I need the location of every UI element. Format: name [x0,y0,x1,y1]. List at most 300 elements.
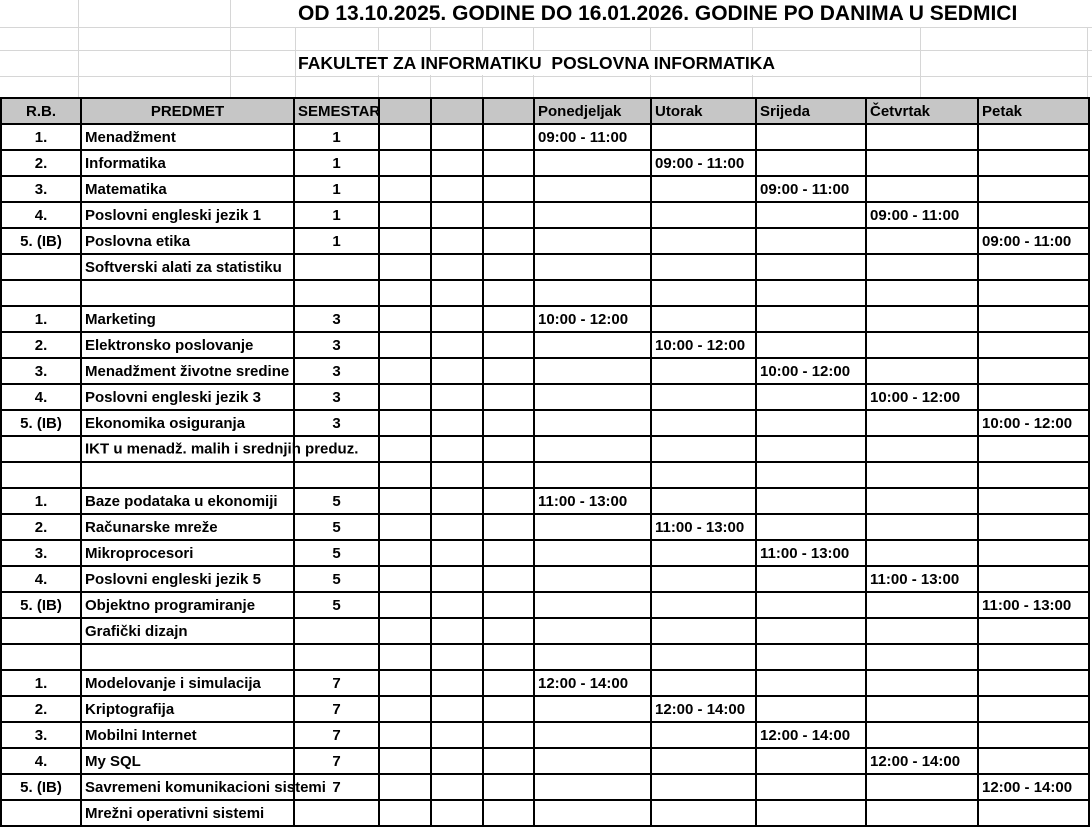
cell-petak[interactable]: 12:00 - 14:00 [978,774,1089,800]
cell-empty[interactable] [379,384,431,410]
cell-srijeda[interactable] [756,228,866,254]
cell-srijeda[interactable] [756,124,866,150]
cell-empty[interactable] [431,540,483,566]
cell-rb[interactable]: 2. [1,150,81,176]
cell-empty[interactable] [431,774,483,800]
cell-rb[interactable]: 5. (IB) [1,228,81,254]
cell-ponedjeljak[interactable] [534,150,651,176]
cell-empty[interactable] [431,618,483,644]
cell-utorak[interactable] [651,228,756,254]
cell-empty[interactable] [379,696,431,722]
cell-rb[interactable] [1,436,81,462]
cell-semestar[interactable] [294,254,379,280]
cell-petak[interactable] [978,566,1089,592]
cell-empty[interactable] [431,436,483,462]
cell-ponedjeljak[interactable] [534,592,651,618]
cell-empty[interactable] [431,592,483,618]
cell-srijeda[interactable] [756,254,866,280]
cell-rb[interactable]: 5. (IB) [1,592,81,618]
cell-ponedjeljak[interactable] [534,436,651,462]
cell-cetvrtak[interactable] [866,176,978,202]
cell-rb[interactable] [1,254,81,280]
cell-predmet[interactable]: Modelovanje i simulacija [81,670,294,696]
cell-empty[interactable] [431,150,483,176]
cell-rb[interactable]: 3. [1,540,81,566]
cell-empty[interactable] [379,488,431,514]
cell-predmet[interactable]: Ekonomika osiguranja [81,410,294,436]
cell-semestar[interactable]: 3 [294,332,379,358]
cell-petak[interactable] [978,436,1089,462]
cell-predmet[interactable]: Računarske mreže [81,514,294,540]
cell-srijeda[interactable] [756,696,866,722]
cell-empty[interactable] [483,540,534,566]
cell-empty[interactable] [483,800,534,826]
cell-empty[interactable] [431,228,483,254]
cell-predmet[interactable]: My SQL [81,748,294,774]
cell-rb[interactable]: 1. [1,488,81,514]
cell-ponedjeljak[interactable] [534,514,651,540]
cell-utorak[interactable] [651,410,756,436]
cell-predmet[interactable]: Kriptografija [81,696,294,722]
cell-srijeda[interactable]: 12:00 - 14:00 [756,722,866,748]
header-cell-empty[interactable] [379,98,431,124]
header-cell-srijeda[interactable]: Srijeda [756,98,866,124]
cell-petak[interactable] [978,514,1089,540]
cell-ponedjeljak[interactable] [534,774,651,800]
cell-empty[interactable] [483,644,534,670]
cell-utorak[interactable] [651,280,756,306]
cell-empty[interactable] [431,124,483,150]
cell-ponedjeljak[interactable] [534,540,651,566]
cell-semestar[interactable]: 3 [294,410,379,436]
cell-predmet[interactable]: Mrežni operativni sistemi [81,800,294,826]
cell-petak[interactable] [978,280,1089,306]
cell-predmet[interactable]: Poslovni engleski jezik 1 [81,202,294,228]
cell-predmet[interactable]: Poslovna etika [81,228,294,254]
cell-empty[interactable] [483,618,534,644]
cell-rb[interactable]: 4. [1,748,81,774]
cell-ponedjeljak[interactable] [534,644,651,670]
cell-empty[interactable] [483,124,534,150]
cell-rb[interactable]: 4. [1,202,81,228]
cell-predmet[interactable] [81,436,359,462]
cell-petak[interactable]: 10:00 - 12:00 [978,410,1089,436]
cell-rb[interactable]: 3. [1,358,81,384]
cell-empty[interactable] [379,566,431,592]
schedule-period-title[interactable]: OD 13.10.2025. GODINE DO 16.01.2026. GODINE PO DANIMA U SEDMICI [298,2,1018,25]
cell-rb[interactable] [1,462,81,488]
cell-predmet[interactable]: Baze podataka u ekonomiji [81,488,294,514]
cell-utorak[interactable] [651,306,756,332]
cell-rb[interactable]: 2. [1,332,81,358]
cell-utorak[interactable] [651,488,756,514]
cell-empty[interactable] [483,332,534,358]
cell-empty[interactable] [483,306,534,332]
cell-utorak[interactable] [651,566,756,592]
cell-petak[interactable] [978,358,1089,384]
cell-predmet[interactable]: Matematika [81,176,294,202]
cell-petak[interactable] [978,800,1089,826]
header-cell-petak[interactable]: Petak [978,98,1089,124]
cell-predmet[interactable]: Poslovni engleski jezik 3 [81,384,294,410]
cell-empty[interactable] [431,202,483,228]
cell-petak[interactable] [978,306,1089,332]
cell-utorak[interactable] [651,592,756,618]
cell-srijeda[interactable] [756,280,866,306]
cell-petak[interactable] [978,202,1089,228]
cell-cetvrtak[interactable] [866,410,978,436]
header-cell-empty[interactable] [483,98,534,124]
cell-empty[interactable] [379,332,431,358]
cell-empty[interactable] [431,254,483,280]
cell-empty[interactable] [431,176,483,202]
cell-semestar[interactable]: 7 [294,670,379,696]
cell-rb[interactable]: 5. (IB) [1,774,81,800]
cell-semestar[interactable] [294,800,379,826]
cell-petak[interactable]: 09:00 - 11:00 [978,228,1089,254]
cell-cetvrtak[interactable] [866,644,978,670]
cell-utorak[interactable] [651,670,756,696]
cell-srijeda[interactable]: 11:00 - 13:00 [756,540,866,566]
cell-predmet[interactable]: Menadžment životne sredine [81,358,294,384]
cell-empty[interactable] [379,748,431,774]
cell-empty[interactable] [431,488,483,514]
cell-petak[interactable] [978,722,1089,748]
cell-ponedjeljak[interactable] [534,358,651,384]
cell-empty[interactable] [431,306,483,332]
cell-predmet[interactable]: Menadžment [81,124,294,150]
cell-ponedjeljak[interactable] [534,228,651,254]
cell-srijeda[interactable] [756,150,866,176]
cell-petak[interactable] [978,748,1089,774]
cell-utorak[interactable] [651,254,756,280]
cell-semestar[interactable]: 1 [294,124,379,150]
cell-cetvrtak[interactable] [866,774,978,800]
cell-semestar[interactable]: 1 [294,176,379,202]
cell-rb[interactable]: 1. [1,670,81,696]
header-cell-predmet[interactable]: PREDMET [81,98,294,124]
cell-petak[interactable] [978,176,1089,202]
cell-cetvrtak[interactable] [866,722,978,748]
cell-srijeda[interactable] [756,748,866,774]
cell-empty[interactable] [379,644,431,670]
cell-utorak[interactable] [651,540,756,566]
cell-utorak[interactable] [651,384,756,410]
cell-cetvrtak[interactable] [866,514,978,540]
cell-semestar[interactable]: 1 [294,202,379,228]
cell-cetvrtak[interactable]: 09:00 - 11:00 [866,202,978,228]
cell-empty[interactable] [431,358,483,384]
cell-srijeda[interactable] [756,332,866,358]
header-cell-rb[interactable]: R.B. [1,98,81,124]
cell-empty[interactable] [379,722,431,748]
cell-utorak[interactable] [651,176,756,202]
cell-cetvrtak[interactable] [866,254,978,280]
cell-predmet[interactable] [81,462,294,488]
cell-rb[interactable] [1,800,81,826]
cell-srijeda[interactable] [756,592,866,618]
cell-empty[interactable] [431,514,483,540]
cell-empty[interactable] [431,696,483,722]
cell-rb[interactable]: 1. [1,124,81,150]
cell-srijeda[interactable] [756,514,866,540]
cell-empty[interactable] [431,280,483,306]
cell-cetvrtak[interactable] [866,150,978,176]
cell-utorak[interactable]: 10:00 - 12:00 [651,332,756,358]
cell-empty[interactable] [431,644,483,670]
cell-semestar[interactable] [294,644,379,670]
cell-petak[interactable] [978,254,1089,280]
cell-utorak[interactable] [651,124,756,150]
cell-petak[interactable] [978,644,1089,670]
cell-semestar[interactable]: 1 [294,150,379,176]
cell-srijeda[interactable] [756,436,866,462]
cell-utorak[interactable] [651,358,756,384]
cell-srijeda[interactable] [756,670,866,696]
cell-predmet[interactable]: Poslovni engleski jezik 5 [81,566,294,592]
cell-empty[interactable] [483,410,534,436]
cell-utorak[interactable] [651,722,756,748]
cell-empty[interactable] [379,618,431,644]
cell-rb[interactable]: 1. [1,306,81,332]
cell-ponedjeljak[interactable] [534,618,651,644]
cell-srijeda[interactable]: 09:00 - 11:00 [756,176,866,202]
cell-cetvrtak[interactable]: 10:00 - 12:00 [866,384,978,410]
cell-cetvrtak[interactable] [866,358,978,384]
cell-rb[interactable]: 2. [1,696,81,722]
cell-ponedjeljak[interactable] [534,748,651,774]
cell-petak[interactable] [978,384,1089,410]
cell-empty[interactable] [431,462,483,488]
header-cell-empty[interactable] [431,98,483,124]
cell-utorak[interactable] [651,774,756,800]
cell-semestar[interactable]: 5 [294,514,379,540]
cell-rb[interactable]: 4. [1,384,81,410]
cell-empty[interactable] [431,410,483,436]
cell-predmet[interactable]: Mobilni Internet [81,722,294,748]
cell-empty[interactable] [379,254,431,280]
cell-empty[interactable] [431,566,483,592]
cell-srijeda[interactable] [756,488,866,514]
cell-empty[interactable] [483,670,534,696]
cell-rb[interactable]: 4. [1,566,81,592]
cell-semestar[interactable]: 3 [294,384,379,410]
cell-empty[interactable] [431,670,483,696]
cell-utorak[interactable] [651,748,756,774]
cell-petak[interactable] [978,540,1089,566]
cell-utorak[interactable] [651,618,756,644]
cell-petak[interactable] [978,150,1089,176]
cell-srijeda[interactable] [756,462,866,488]
cell-srijeda[interactable] [756,202,866,228]
cell-rb[interactable] [1,618,81,644]
cell-semestar[interactable]: 5 [294,488,379,514]
cell-rb[interactable] [1,644,81,670]
faculty-title[interactable]: FAKULTET ZA INFORMATIKU POSLOVNA INFORMATIKA [298,53,775,73]
cell-ponedjeljak[interactable] [534,332,651,358]
cell-srijeda[interactable] [756,774,866,800]
cell-semestar[interactable]: 5 [294,592,379,618]
cell-empty[interactable] [483,358,534,384]
cell-empty[interactable] [483,566,534,592]
cell-predmet[interactable]: Softverski alati za statistiku [81,254,294,280]
cell-cetvrtak[interactable] [866,462,978,488]
cell-srijeda[interactable] [756,384,866,410]
header-cell-semestar[interactable]: SEMESTAR [294,98,379,124]
cell-srijeda[interactable] [756,800,866,826]
cell-ponedjeljak[interactable] [534,384,651,410]
cell-cetvrtak[interactable] [866,618,978,644]
cell-predmet[interactable] [81,644,294,670]
header-cell-utorak[interactable]: Utorak [651,98,756,124]
cell-ponedjeljak[interactable] [534,566,651,592]
cell-predmet[interactable]: Mikroprocesori [81,540,294,566]
cell-empty[interactable] [483,696,534,722]
header-cell-cetvrtak[interactable]: Četvrtak [866,98,978,124]
cell-ponedjeljak[interactable] [534,410,651,436]
cell-empty[interactable] [431,748,483,774]
cell-utorak[interactable] [651,202,756,228]
cell-predmet[interactable]: Marketing [81,306,294,332]
cell-ponedjeljak[interactable] [534,254,651,280]
cell-srijeda[interactable] [756,306,866,332]
cell-cetvrtak[interactable] [866,488,978,514]
cell-cetvrtak[interactable] [866,592,978,618]
cell-petak[interactable] [978,670,1089,696]
cell-semestar[interactable]: 1 [294,228,379,254]
cell-empty[interactable] [379,306,431,332]
cell-predmet[interactable]: Objektno programiranje [81,592,294,618]
cell-predmet[interactable]: Grafički dizajn [81,618,294,644]
cell-ponedjeljak[interactable]: 11:00 - 13:00 [534,488,651,514]
cell-empty[interactable] [431,800,483,826]
cell-empty[interactable] [379,592,431,618]
cell-empty[interactable] [483,774,534,800]
cell-predmet[interactable]: Elektronsko poslovanje [81,332,294,358]
cell-utorak[interactable] [651,800,756,826]
cell-rb[interactable] [1,280,81,306]
cell-predmet[interactable]: Savremeni komunikacioni sistemi [81,774,294,800]
cell-empty[interactable] [483,722,534,748]
cell-empty[interactable] [483,462,534,488]
cell-petak[interactable]: 11:00 - 13:00 [978,592,1089,618]
cell-empty[interactable] [431,384,483,410]
cell-ponedjeljak[interactable] [534,696,651,722]
cell-utorak[interactable]: 09:00 - 11:00 [651,150,756,176]
cell-srijeda[interactable]: 10:00 - 12:00 [756,358,866,384]
cell-semestar[interactable] [294,618,379,644]
cell-empty[interactable] [483,228,534,254]
cell-cetvrtak[interactable] [866,436,978,462]
cell-cetvrtak[interactable] [866,332,978,358]
cell-cetvrtak[interactable] [866,696,978,722]
cell-utorak[interactable] [651,644,756,670]
cell-semestar[interactable]: 5 [294,540,379,566]
cell-utorak[interactable]: 11:00 - 13:00 [651,514,756,540]
cell-empty[interactable] [379,800,431,826]
cell-srijeda[interactable] [756,644,866,670]
cell-semestar[interactable]: 5 [294,566,379,592]
cell-empty[interactable] [379,150,431,176]
header-cell-ponedjeljak[interactable]: Ponedjeljak [534,98,651,124]
cell-petak[interactable] [978,618,1089,644]
cell-ponedjeljak[interactable] [534,800,651,826]
cell-empty[interactable] [483,280,534,306]
cell-petak[interactable] [978,462,1089,488]
cell-srijeda[interactable] [756,410,866,436]
cell-utorak[interactable] [651,462,756,488]
cell-empty[interactable] [379,228,431,254]
cell-petak[interactable] [978,332,1089,358]
cell-semestar[interactable]: 7 [294,722,379,748]
cell-empty[interactable] [379,670,431,696]
cell-rb[interactable]: 3. [1,722,81,748]
cell-srijeda[interactable] [756,566,866,592]
cell-empty[interactable] [483,202,534,228]
cell-ponedjeljak[interactable]: 10:00 - 12:00 [534,306,651,332]
cell-empty[interactable] [483,514,534,540]
cell-petak[interactable] [978,488,1089,514]
cell-empty[interactable] [483,150,534,176]
cell-cetvrtak[interactable]: 12:00 - 14:00 [866,748,978,774]
cell-rb[interactable]: 2. [1,514,81,540]
cell-empty[interactable] [431,332,483,358]
cell-empty[interactable] [483,592,534,618]
cell-semestar[interactable] [294,462,379,488]
cell-utorak[interactable] [651,436,756,462]
cell-rb[interactable]: 5. (IB) [1,410,81,436]
cell-predmet[interactable]: Informatika [81,150,294,176]
cell-semestar[interactable] [294,280,379,306]
cell-empty[interactable] [379,774,431,800]
cell-semestar[interactable]: 7 [294,748,379,774]
cell-empty[interactable] [379,462,431,488]
cell-ponedjeljak[interactable]: 09:00 - 11:00 [534,124,651,150]
cell-ponedjeljak[interactable]: 12:00 - 14:00 [534,670,651,696]
cell-petak[interactable] [978,124,1089,150]
cell-cetvrtak[interactable] [866,280,978,306]
cell-cetvrtak[interactable] [866,306,978,332]
cell-empty[interactable] [483,488,534,514]
cell-cetvrtak[interactable]: 11:00 - 13:00 [866,566,978,592]
cell-empty[interactable] [483,748,534,774]
cell-semestar[interactable]: 7 [294,696,379,722]
cell-cetvrtak[interactable] [866,670,978,696]
cell-empty[interactable] [379,202,431,228]
cell-empty[interactable] [483,436,534,462]
cell-cetvrtak[interactable] [866,540,978,566]
cell-srijeda[interactable] [756,618,866,644]
cell-empty[interactable] [431,722,483,748]
cell-predmet[interactable] [81,280,294,306]
cell-empty[interactable] [379,514,431,540]
cell-empty[interactable] [379,540,431,566]
cell-empty[interactable] [379,176,431,202]
cell-empty[interactable] [379,436,431,462]
cell-ponedjeljak[interactable] [534,202,651,228]
cell-empty[interactable] [379,410,431,436]
cell-empty[interactable] [379,358,431,384]
cell-ponedjeljak[interactable] [534,280,651,306]
cell-empty[interactable] [483,254,534,280]
cell-empty[interactable] [379,280,431,306]
cell-semestar[interactable]: 3 [294,306,379,332]
cell-cetvrtak[interactable] [866,228,978,254]
cell-semestar[interactable]: 7 [294,774,379,800]
cell-semestar[interactable]: 3 [294,358,379,384]
cell-utorak[interactable]: 12:00 - 14:00 [651,696,756,722]
cell-petak[interactable] [978,696,1089,722]
